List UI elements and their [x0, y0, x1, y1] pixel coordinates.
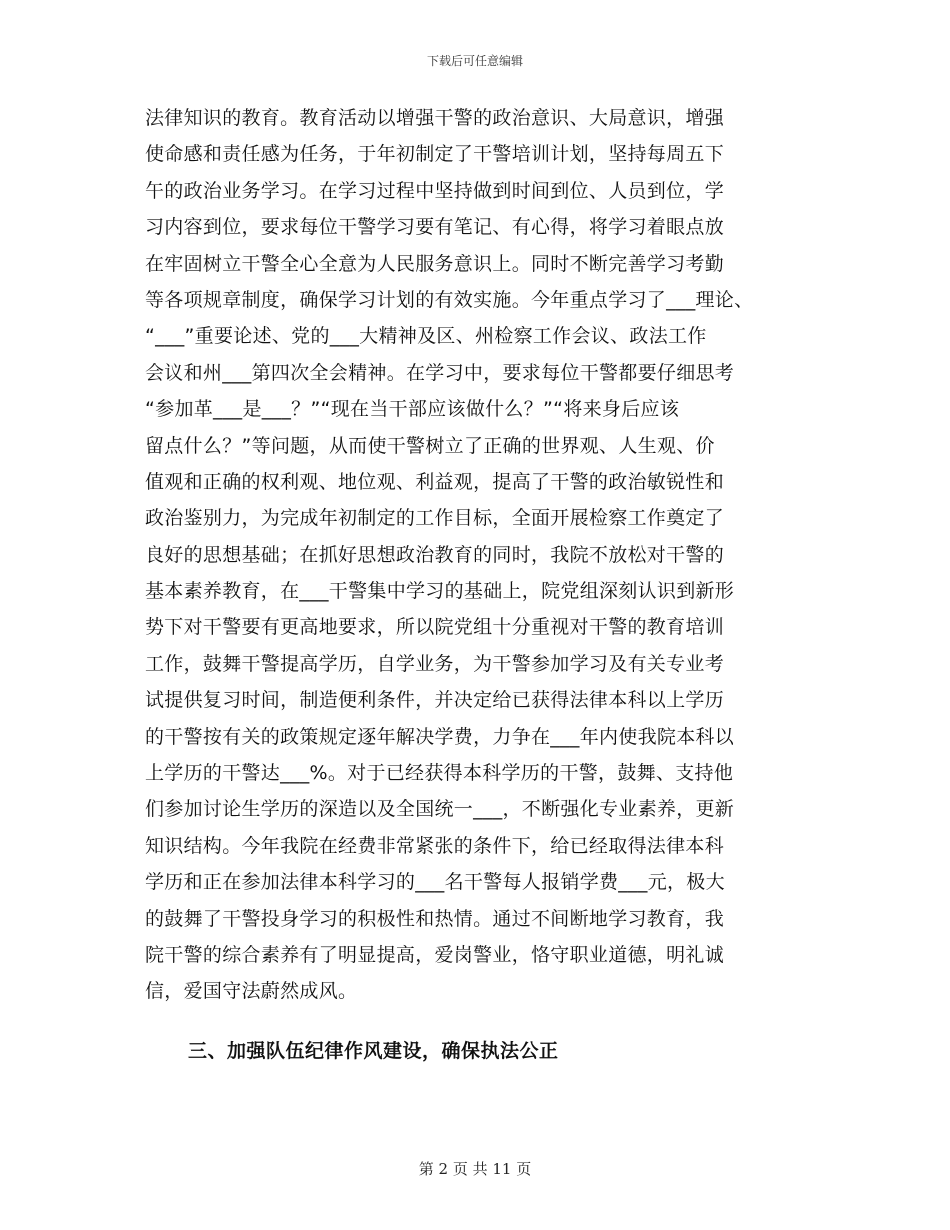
text-line: 上学历的干警达___%。对于已经获得本科学历的干警，鼓舞、支持他	[145, 762, 734, 785]
section-heading: 三、加强队伍纪律作风建设，确保执法公正	[188, 1040, 559, 1062]
text-line: 的鼓舞了干警投身学习的积极性和热情。通过不间断地学习教育，我	[145, 907, 725, 930]
body-text	[145, 100, 845, 1010]
text-line: 使命感和责任感为任务，于年初制定了干警培训计划，坚持每周五下	[145, 143, 725, 166]
text-line: 法律知识的教育。教育活动以增强干警的政治意识、大局意识，增强	[145, 107, 725, 129]
text-line: 午的政治业务学习。在学习过程中坚持做到时间到位、人员到位，学	[145, 179, 725, 202]
text-line: 的干警按有关的政策规定逐年解决学费，力争在___年内使我院本科以	[145, 725, 735, 748]
text-line: 信，爱国守法蔚然成风。	[145, 980, 358, 1003]
text-line: 工作，鼓舞干警提高学历，自学业务，为干警参加学习及有关专业考	[145, 652, 725, 675]
text-line: 值观和正确的权利观、地位观、利益观，提高了干警的政治敏锐性和	[145, 470, 725, 493]
text-line: 习内容到位，要求每位干警学习要有笔记、有心得，将学习着眼点放	[145, 216, 725, 239]
text-line: “___”重要论述、党的___大精神及区、州检察工作会议、政法工作	[145, 325, 707, 348]
page-footer: 第 2 页 共 11 页	[418, 1160, 532, 1178]
text-line: 们参加讨论生学历的深造以及全国统一___，不断强化专业素养，更新	[145, 798, 735, 821]
text-line: 基本素养教育，在___干警集中学习的基础上，院党组深刻认识到新形	[145, 580, 735, 603]
text-line: 势下对干警要有更高地要求，所以院党组十分重视对干警的教育培训	[145, 616, 725, 639]
text-line: 留点什么？”等问题，从而使干警树立了正确的世界观、人生观、价	[145, 434, 715, 457]
text-line: 会议和州___第四次全会精神。在学习中，要求每位干警都要仔细思考	[145, 361, 735, 384]
text-line: 等各项规章制度，确保学习计划的有效实施。今年重点学习了___理论、	[145, 288, 754, 311]
text-line: 政治鉴别力，为完成年初制定的工作目标，全面开展检察工作奠定了	[145, 507, 725, 530]
text-line: “参加革___是___？”“现在当干部应该做什么？”“将来身后应该	[145, 398, 680, 421]
text-line: 试提供复习时间，制造便利条件，并决定给已获得法律本科以上学历	[145, 689, 725, 712]
page-header: 下载后可任意编辑	[426, 54, 523, 68]
text-line: 知识结构。今年我院在经费非常紧张的条件下，给已经取得法律本科	[145, 834, 725, 857]
text-line: 学历和正在参加法律本科学习的___名干警每人报销学费___元，极大	[145, 871, 725, 894]
text-line: 在牢固树立干警全心全意为人民服务意识上。同时不断完善学习考勤	[145, 252, 725, 275]
text-line: 院干警的综合素养有了明显提高，爱岗警业，恪守职业道德，明礼诚	[145, 943, 725, 966]
text-line: 良好的思想基础；在抓好思想政治教育的同时，我院不放松对干警的	[145, 543, 725, 566]
